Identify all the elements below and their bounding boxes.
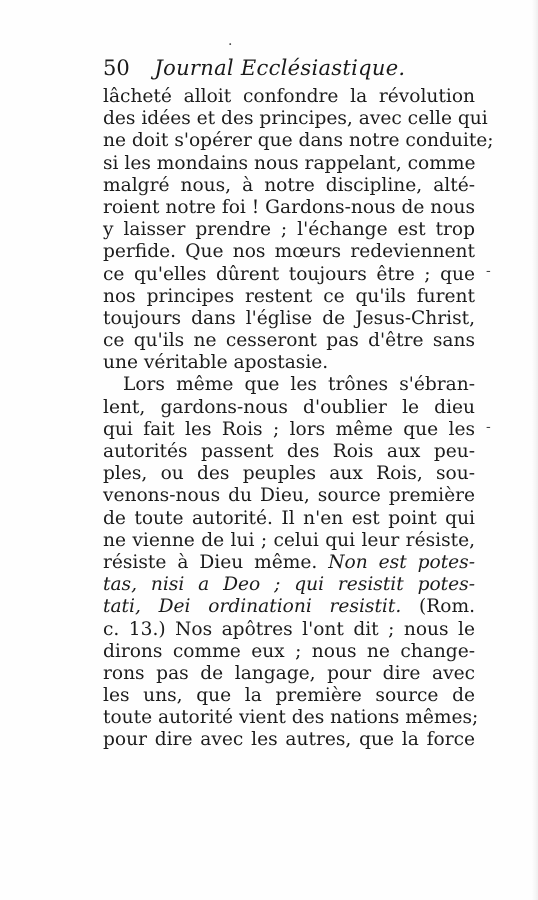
text-line: ples, ou des peuples aux Rois, sou- [103,463,475,485]
text-line: des idées et des principes, avec celle qui [103,108,488,130]
text-line: toujours dans l'église de Jesus-Christ, [103,307,475,329]
text-line: toute autorité vient des nations mêmes; [103,707,479,729]
page-number: 50 [103,56,130,80]
text-line: si les mondains nous rappelant, comme [103,152,476,174]
text-line: rons pas de langage, pour dire avec [103,662,475,684]
text-line: pour dire avec les autres, que la force [103,729,475,751]
text-line: une véritable apostasie. [103,352,329,374]
latin-quote: tas, nisi a Deo ; qui resistit potes- [103,574,475,596]
text-line: qui fait les Rois ; lors même que les [103,418,475,440]
latin-quote: Non est potes- [328,551,475,573]
page-header [103,56,443,86]
text-line: malgré nous, à notre discipline, alté- [103,174,475,196]
running-title: Journal Ecclésiastique. [154,56,406,80]
body-text [103,86,494,752]
text-line: résiste à Dieu même. Non est potes- [103,551,475,573]
text-line: ce qu'ils ne cesseront pas d'être sans [103,330,475,352]
text-line: Lors même que les trônes s'ébran- [123,374,475,396]
text-line: perfide. Que nos mœurs redeviennent [103,241,475,263]
margin-mark: - [486,263,491,279]
text-line: de toute autorité. Il n'en est point qui [103,507,475,529]
text-line: ne doit s'opérer que dans notre conduite; [103,130,494,152]
text-line: tati, Dei ordinationi resistit. (Rom. [103,596,475,618]
text-line: roient notre foi ! Gardons-nous de nous [103,196,475,218]
text-line: dirons comme eux ; nous ne change- [103,640,475,662]
text-line: ne vienne de lui ; celui qui leur résiste, [103,529,475,551]
text-line: c. 13.) Nos apôtres l'ont dit ; nous le [103,618,475,640]
scan-speck: · [228,37,233,53]
text-line: lent, gardons-nous d'oublier le dieu [103,396,475,418]
text-line: y laisser prendre ; l'échange est trop [103,219,475,241]
text-line: venons-nous du Dieu, source première [103,485,475,507]
latin-quote: tati, Dei ordinationi resistit. [103,596,402,618]
text-line: autorités passent des Rois aux peu- [103,441,475,462]
text-line: les uns, que la première source de [103,685,475,707]
text-line: ce qu'elles dûrent toujours être ; que [103,263,475,285]
text-line: lâcheté alloit confondre la révolution [103,86,475,107]
text-line: nos principes restent ce qu'ils furent [103,285,475,307]
text-line [103,574,475,596]
margin-mark: - [486,419,491,435]
